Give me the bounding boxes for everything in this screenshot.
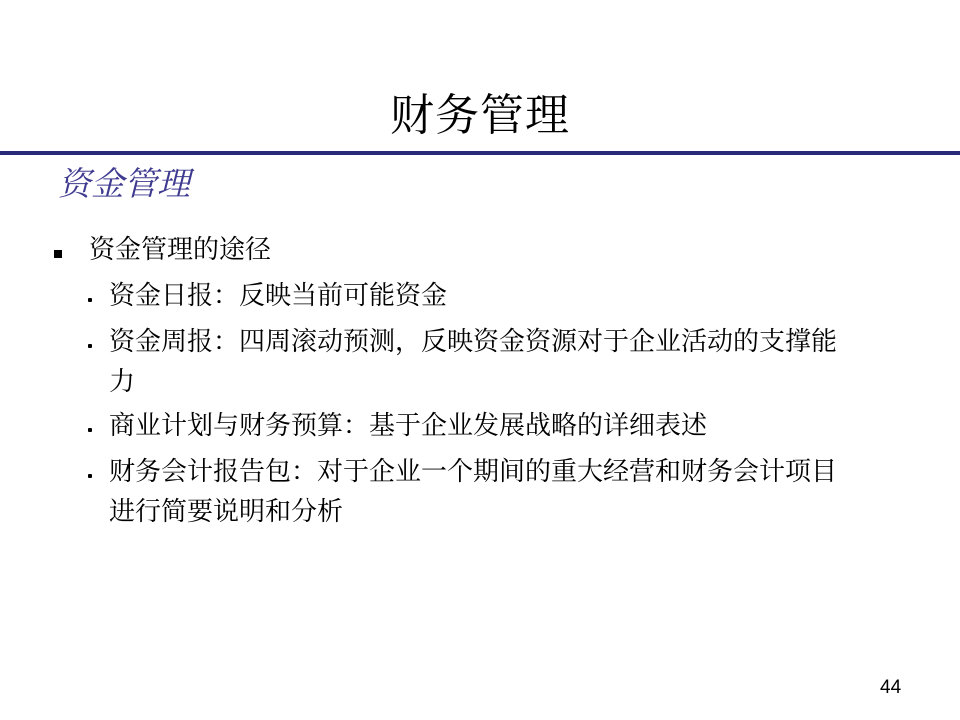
square-bullet-icon (54, 250, 62, 258)
bullet-text: 资金管理的途径 (89, 235, 272, 265)
section-subtitle: 资金管理 (58, 164, 190, 203)
slide-title: 财务管理 (390, 90, 570, 141)
sub-bullet-item (88, 452, 848, 532)
sub-bullet-item (88, 406, 848, 446)
title-divider (0, 151, 960, 155)
dot-bullet-icon (88, 474, 92, 478)
dot-bullet-icon (88, 298, 92, 302)
sub-bullet-item (88, 322, 848, 402)
dot-bullet-icon (88, 344, 92, 348)
sub-bullet-item (88, 276, 848, 316)
sub-bullet-text: 财务会计报告包：对于企业一个期间的重大经营和财务会计项目进行简要说明和分析 (109, 457, 838, 527)
sub-bullet-text: 资金周报：四周滚动预测，反映资金资源对于企业活动的支撑能力 (109, 327, 838, 397)
dot-bullet-icon (88, 428, 92, 432)
sub-bullet-text: 商业计划与财务预算：基于企业发展战略的详细表述 (109, 411, 708, 441)
sub-bullet-text: 资金日报：反映当前可能资金 (109, 281, 448, 311)
page-number: 44 (880, 677, 902, 698)
